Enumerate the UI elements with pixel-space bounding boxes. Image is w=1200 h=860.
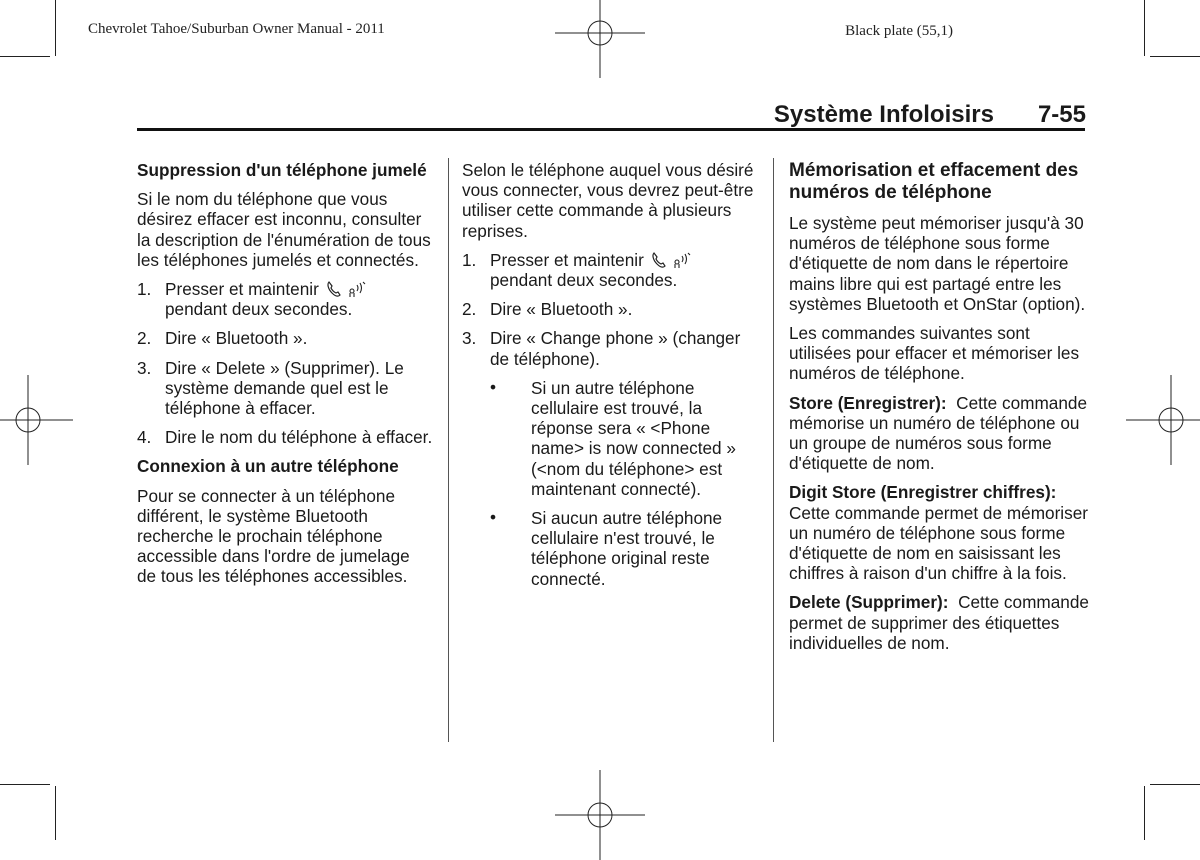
bullet-text: Si un autre téléphone cellulaire est trouvé, la réponse sera « <Phone name> is now connected » (<nom du téléphone> est maintenant connecté). [531, 377, 736, 499]
crop-mark-bottom-left-v [55, 786, 56, 840]
header-rule [137, 128, 1085, 131]
paragraph-connect: Pour se connecter à un téléphone différent, le système Bluetooth recherche le prochain téléphone accessible dans l'ordre de jumelage de tous les téléphones accessibles. [137, 485, 410, 587]
change-phone-steps-list [462, 250, 762, 369]
step-number: 3. [137, 357, 152, 378]
voice-recognition-icon [673, 251, 691, 269]
definition-digit-store-text: Cette commande permet de mémoriser un numéro de téléphone sous forme d'étiquette de nom en saisissant les chiffres à raison d'un chiffre à la fois. [789, 502, 1088, 584]
step-text-continued: pendant deux secondes. [165, 299, 353, 320]
list-item [462, 508, 762, 589]
page-header [774, 101, 1086, 129]
heading-connect-other-phone: Connexion à un autre téléphone [137, 456, 399, 477]
crop-mark-bottom-right-h [1150, 784, 1200, 785]
step-text: Dire le nom du téléphone à effacer. [165, 427, 433, 448]
heading-delete-paired-phone: Suppression d'un téléphone jumelé [137, 160, 427, 180]
registration-mark-left [0, 375, 73, 465]
list-item [462, 328, 762, 368]
step-text: Dire « Bluetooth ». [490, 299, 633, 320]
registration-mark-top [555, 0, 645, 78]
page-number: 7-55 [1037, 101, 1086, 128]
column-3 [789, 160, 1089, 662]
list-item [462, 378, 762, 499]
step-number: 2. [462, 299, 477, 320]
crop-mark-top-left-h [0, 56, 50, 57]
step-text: Dire « Bluetooth ». [165, 328, 308, 349]
definition-store [789, 393, 1089, 474]
change-phone-bullets [462, 378, 762, 589]
term-store: Store (Enregistrer): [789, 392, 947, 413]
step-text-continued: pendant deux secondes. [490, 270, 678, 291]
step-text: Presser et maintenir [490, 249, 644, 270]
registration-mark-right [1126, 375, 1200, 465]
step-number: 1. [462, 249, 477, 270]
step-number: 1. [137, 279, 152, 300]
column-divider-2 [773, 158, 774, 742]
term-digit-store: Digit Store (Enregistrer chiffres): [789, 482, 1057, 503]
step-text: Dire « Delete » (Supprimer). Le système demande quel est le téléphone à effacer. [165, 357, 404, 419]
bullet: • [490, 376, 497, 397]
column-1 [137, 160, 433, 596]
step-text: Presser et maintenir [165, 279, 319, 300]
running-head-right: Black plate (55,1) [845, 23, 953, 39]
bullet-text: Si aucun autre téléphone cellulaire n'est trouvé, le téléphone original reste connecté. [531, 508, 723, 589]
crop-mark-bottom-left-h [0, 784, 50, 785]
crop-mark-top-right-v [1144, 0, 1145, 56]
column-divider-1 [448, 158, 449, 742]
paragraph-commands-intro: Les commandes suivantes sont utilisées pour effacer et mémoriser les numéros de téléphone. [789, 323, 1080, 384]
running-head-left: Chevrolet Tahoe/Suburban Owner Manual - 2011 [88, 21, 385, 37]
paragraph-change-intro: Selon le téléphone auquel vous désiré vous connecter, vous devrez peut-être utiliser cette commande à plusieurs reprises. [462, 160, 754, 241]
step-number: 4. [137, 427, 152, 448]
term-delete: Delete (Supprimer): [789, 592, 949, 613]
definition-store-text: Cette commande mémorise un numéro de téléphone ou un groupe de numéros sous forme d'étiquette de nom. [789, 392, 1088, 474]
paragraph-store-intro: Le système peut mémoriser jusqu'à 30 numéros de téléphone sous forme d'étiquette de nom dans le répertoire mains libre qui est partagé entre les systèmes Bluetooth et OnStar (option). [789, 213, 1086, 314]
section-title: Système Infoloisirs [773, 101, 994, 128]
paragraph-delete-intro: Si le nom du téléphone que vous désirez effacer est inconnu, consulter la description de l'énumération de tous les téléphones jumelés et connectés. [137, 189, 431, 270]
step-number: 2. [137, 328, 152, 349]
column-2 [462, 160, 762, 598]
list-item [137, 358, 433, 419]
list-item [137, 279, 433, 319]
step-number: 3. [462, 328, 477, 349]
phone-handset-icon [651, 251, 667, 269]
list-item [462, 250, 762, 290]
definition-delete-text: Cette commande permet de supprimer des étiquettes individuelles de nom. [789, 592, 1089, 653]
step-text: Dire « Change phone » (changer de téléphone). [490, 328, 741, 369]
list-item [137, 427, 433, 447]
phone-handset-icon [326, 280, 342, 298]
heading-store-delete-numbers: Mémorisation et effacement des numéros de téléphone [789, 160, 1079, 203]
bullet: • [490, 507, 497, 528]
crop-mark-top-left-v [55, 0, 56, 56]
definition-delete [789, 592, 1089, 653]
voice-recognition-icon [348, 280, 366, 298]
definition-digit-store [789, 482, 1089, 583]
crop-mark-top-right-h [1150, 56, 1200, 57]
list-item [462, 299, 762, 319]
list-item [137, 328, 433, 348]
delete-steps-list [137, 279, 433, 447]
registration-mark-bottom [555, 770, 645, 860]
crop-mark-bottom-right-v [1144, 786, 1145, 840]
